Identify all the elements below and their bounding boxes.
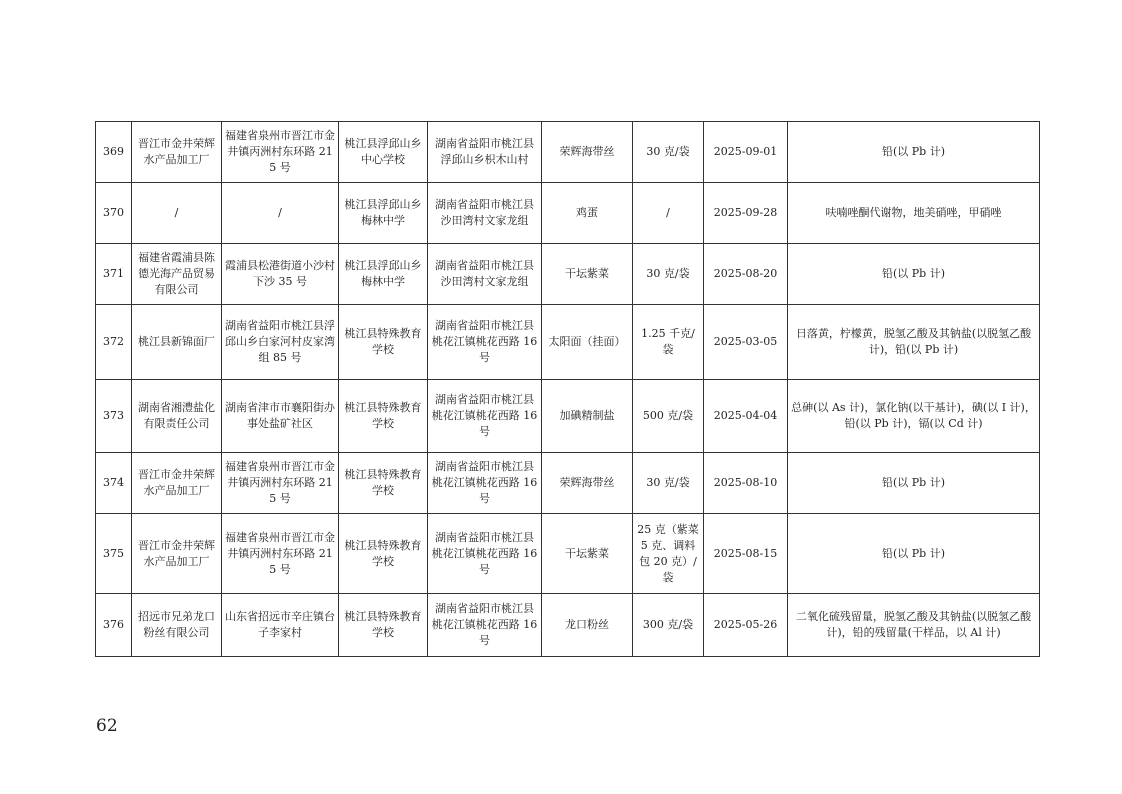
school-address-cell: 湖南省益阳市桃江县沙田湾村文家龙组 <box>428 183 542 244</box>
school-cell: 桃江县特殊教育学校 <box>339 514 428 594</box>
school-address-cell: 湖南省益阳市桃江县浮邱山乡枳木山村 <box>428 122 542 183</box>
school-cell: 桃江县特殊教育学校 <box>339 594 428 657</box>
table-row <box>96 122 1040 183</box>
date-cell: 2025-08-20 <box>704 244 788 305</box>
product-cell: 干坛紫菜 <box>542 244 633 305</box>
spec-cell: 500 克/袋 <box>633 380 704 453</box>
producer-cell: / <box>132 183 222 244</box>
table-row <box>96 594 1040 657</box>
table-row <box>96 453 1040 514</box>
producer-cell: 湖南省湘澧盐化有限责任公司 <box>132 380 222 453</box>
test-items-cell: 铅(以 Pb 计) <box>788 453 1040 514</box>
product-cell: 荣辉海带丝 <box>542 453 633 514</box>
school-cell: 桃江县特殊教育学校 <box>339 305 428 380</box>
school-address-cell: 湖南省益阳市桃江县桃花江镇桃花西路 16 号 <box>428 514 542 594</box>
row-number-cell: 370 <box>96 183 132 244</box>
test-items-cell: 铅(以 Pb 计) <box>788 244 1040 305</box>
producer-cell: 福建省霞浦县陈德光海产品贸易有限公司 <box>132 244 222 305</box>
producer-address-cell: 福建省泉州市晋江市金井镇丙洲村东环路 215 号 <box>222 453 339 514</box>
test-items-cell: 铅(以 Pb 计) <box>788 514 1040 594</box>
product-cell: 加碘精制盐 <box>542 380 633 453</box>
date-cell: 2025-09-28 <box>704 183 788 244</box>
producer-cell: 晋江市金井荣辉水产品加工厂 <box>132 122 222 183</box>
row-number-cell: 373 <box>96 380 132 453</box>
producer-address-cell: 湖南省益阳市桃江县浮邱山乡白家河村皮家湾组 85 号 <box>222 305 339 380</box>
table-row <box>96 380 1040 453</box>
row-number-cell: 374 <box>96 453 132 514</box>
product-cell: 干坛紫菜 <box>542 514 633 594</box>
date-cell: 2025-08-10 <box>704 453 788 514</box>
table-row <box>96 514 1040 594</box>
school-address-cell: 湖南省益阳市桃江县桃花江镇桃花西路 16 号 <box>428 594 542 657</box>
producer-cell: 桃江县新锦面厂 <box>132 305 222 380</box>
school-address-cell: 湖南省益阳市桃江县桃花江镇桃花西路 16 号 <box>428 380 542 453</box>
inspection-results-table <box>95 121 1040 657</box>
school-cell: 桃江县特殊教育学校 <box>339 380 428 453</box>
spec-cell: 25 克（紫菜 5 克、调料包 20 克）/袋 <box>633 514 704 594</box>
test-items-cell: 日落黄，柠檬黄，脱氢乙酸及其钠盐(以脱氢乙酸计)，铅(以 Pb 计) <box>788 305 1040 380</box>
school-cell: 桃江县浮邱山乡梅林中学 <box>339 183 428 244</box>
spec-cell: 30 克/袋 <box>633 122 704 183</box>
page-number: 62 <box>96 716 118 736</box>
producer-address-cell: 霞浦县松港街道小沙村下沙 35 号 <box>222 244 339 305</box>
spec-cell: 30 克/袋 <box>633 244 704 305</box>
date-cell: 2025-04-04 <box>704 380 788 453</box>
test-items-cell: 总砷(以 As 计)，氯化钠(以干基计)，碘(以 I 计)，铅(以 Pb 计)，镉(以 Cd 计) <box>788 380 1040 453</box>
producer-cell: 招远市兄弟龙口粉丝有限公司 <box>132 594 222 657</box>
table-row <box>96 183 1040 244</box>
producer-address-cell: 山东省招远市辛庄镇台子李家村 <box>222 594 339 657</box>
producer-address-cell: / <box>222 183 339 244</box>
date-cell: 2025-09-01 <box>704 122 788 183</box>
product-cell: 太阳面（挂面） <box>542 305 633 380</box>
producer-cell: 晋江市金井荣辉水产品加工厂 <box>132 514 222 594</box>
school-cell: 桃江县特殊教育学校 <box>339 453 428 514</box>
spec-cell: 30 克/袋 <box>633 453 704 514</box>
test-items-cell: 呋喃唑酮代谢物，地美硝唑，甲硝唑 <box>788 183 1040 244</box>
row-number-cell: 371 <box>96 244 132 305</box>
producer-address-cell: 福建省泉州市晋江市金井镇丙洲村东环路 215 号 <box>222 122 339 183</box>
school-cell: 桃江县浮邱山乡梅林中学 <box>339 244 428 305</box>
row-number-cell: 372 <box>96 305 132 380</box>
row-number-cell: 375 <box>96 514 132 594</box>
table-row <box>96 244 1040 305</box>
row-number-cell: 369 <box>96 122 132 183</box>
product-cell: 鸡蛋 <box>542 183 633 244</box>
product-cell: 龙口粉丝 <box>542 594 633 657</box>
test-items-cell: 二氧化硫残留量，脱氢乙酸及其钠盐(以脱氢乙酸计)，铅的残留量(干样品，以 Al 计) <box>788 594 1040 657</box>
row-number-cell: 376 <box>96 594 132 657</box>
school-address-cell: 湖南省益阳市桃江县沙田湾村文家龙组 <box>428 244 542 305</box>
producer-address-cell: 湖南省津市市襄阳街办事处盐矿社区 <box>222 380 339 453</box>
date-cell: 2025-08-15 <box>704 514 788 594</box>
school-cell: 桃江县浮邱山乡中心学校 <box>339 122 428 183</box>
date-cell: 2025-05-26 <box>704 594 788 657</box>
date-cell: 2025-03-05 <box>704 305 788 380</box>
product-cell: 荣辉海带丝 <box>542 122 633 183</box>
spec-cell: 300 克/袋 <box>633 594 704 657</box>
school-address-cell: 湖南省益阳市桃江县桃花江镇桃花西路 16 号 <box>428 305 542 380</box>
table-row <box>96 305 1040 380</box>
producer-address-cell: 福建省泉州市晋江市金井镇丙洲村东环路 215 号 <box>222 514 339 594</box>
producer-cell: 晋江市金井荣辉水产品加工厂 <box>132 453 222 514</box>
spec-cell: / <box>633 183 704 244</box>
school-address-cell: 湖南省益阳市桃江县桃花江镇桃花西路 16 号 <box>428 453 542 514</box>
spec-cell: 1.25 千克/袋 <box>633 305 704 380</box>
test-items-cell: 铅(以 Pb 计) <box>788 122 1040 183</box>
